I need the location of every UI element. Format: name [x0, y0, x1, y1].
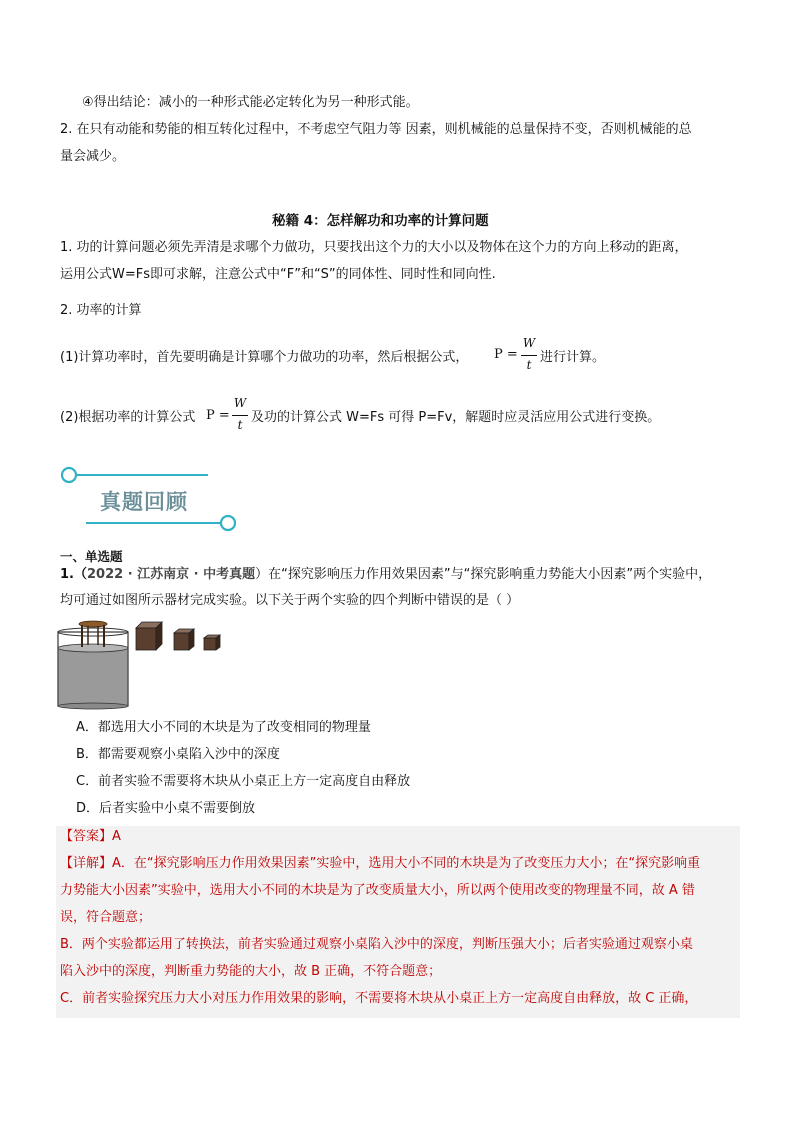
section4-p3-text2: 进行计算。	[540, 350, 606, 365]
sand-table-blocks-illustration	[56, 618, 226, 710]
answer-label: 【答案】A	[60, 829, 121, 844]
section4-p3-text1: (1)计算功率时，首先要明确是计算哪个力做功的功率，然后根据公式，	[60, 350, 469, 365]
option-b: B．都需要观察小桌陷入沙中的深度	[76, 747, 280, 762]
question-type-heading: 一、单选题	[60, 549, 123, 564]
item2-line2: 量会减少。	[60, 149, 126, 164]
option-c: C．前者实验不需要将木块从小桌正上方一定高度自由释放	[76, 774, 411, 789]
question-stem-text: ）在“探究影响压力作用效果因素”与“探究影响重力势能大小因素”两个实验中，	[255, 567, 712, 582]
explanation-line-2: 力势能大小因素”实验中，选用大小不同的木块是为了改变质量大小，所以两个使用改变的物理量不同，故 A 错	[60, 883, 695, 898]
section4-p1-line1: 1. 功的计算问题必须先弄清是求哪个力做功，只要找出这个力的大小以及物体在这个力的方向上移动的距离，	[60, 240, 688, 255]
formula-lhs-2: P =	[206, 408, 230, 423]
question-stem-line2: 均可通过如图所示器材完成实验。以下关于两个实验的四个判断中错误的是（ ）	[60, 593, 520, 608]
question-stem-line1	[60, 565, 711, 585]
formula-num-1: W	[522, 336, 536, 350]
section4-p4-text2: 及功的计算公式 W=Fs 可得 P=Fv，解题时应灵活应用公式进行变换。	[251, 410, 661, 425]
experiment-figure	[56, 618, 226, 710]
option-d: D．后者实验中小桌不需要倒放	[76, 801, 256, 816]
explanation-line-3: 误，符合题意；	[60, 910, 152, 925]
section-title: 秘籍 4：怎样解功和功率的计算问题	[272, 213, 489, 229]
section4-p1-line2: 运用公式W=Fs即可求解，注意公式中“F”和“S”的同体性、同时性和同向性.	[60, 267, 496, 282]
explanation-line-1-text: A．在“探究影响压力作用效果因素”实验中，选用大小不同的木块是为了改变压力大小；在“探究影响重	[112, 856, 701, 871]
formula-den-2: t	[237, 418, 243, 432]
banner-zhenti	[56, 462, 246, 540]
explanation-line-6: C．前者实验探究压力大小对压力作用效果的影响，不需要将木块从小桌正上方一定高度自由释放，故 C 正确，	[60, 991, 698, 1006]
formula-num-2: W	[233, 396, 247, 410]
question-source: 2022 · 江苏南京 · 中考真题	[86, 567, 256, 582]
formula-bar-2	[232, 415, 248, 416]
explanation-line-1	[60, 854, 700, 874]
conclusion-text: ④得出结论：减小的一种形式能必定转化为另一种形式能。	[82, 95, 419, 110]
section4-p2: 2. 功率的计算	[60, 303, 142, 318]
explanation-line-5: 陷入沙中的深度，判断重力势能的大小，故 B 正确，不符合题意；	[60, 964, 442, 979]
detail-label: 【详解】	[60, 856, 113, 871]
explanation-line-4: B．两个实验都运用了转换法，前者实验通过观察小桌陷入沙中的深度，判断压强大小；后者实验通过观察小桌	[60, 937, 693, 952]
formula-den-1: t	[526, 358, 532, 372]
banner-title: 真题回顾	[100, 490, 188, 514]
item2-line1: 2. 在只有动能和势能的相互转化过程中，不考虑空气阻力等 因素，则机械能的总量保持不变，否则机械能的总	[60, 122, 692, 137]
formula-bar-1	[521, 355, 537, 356]
question-number: 1.（	[60, 567, 87, 582]
section4-p4-text1: (2)根据功率的计算公式	[60, 410, 196, 425]
formula-lhs-1: P =	[494, 347, 518, 362]
option-a: A．都选用大小不同的木块是为了改变相同的物理量	[76, 720, 371, 735]
